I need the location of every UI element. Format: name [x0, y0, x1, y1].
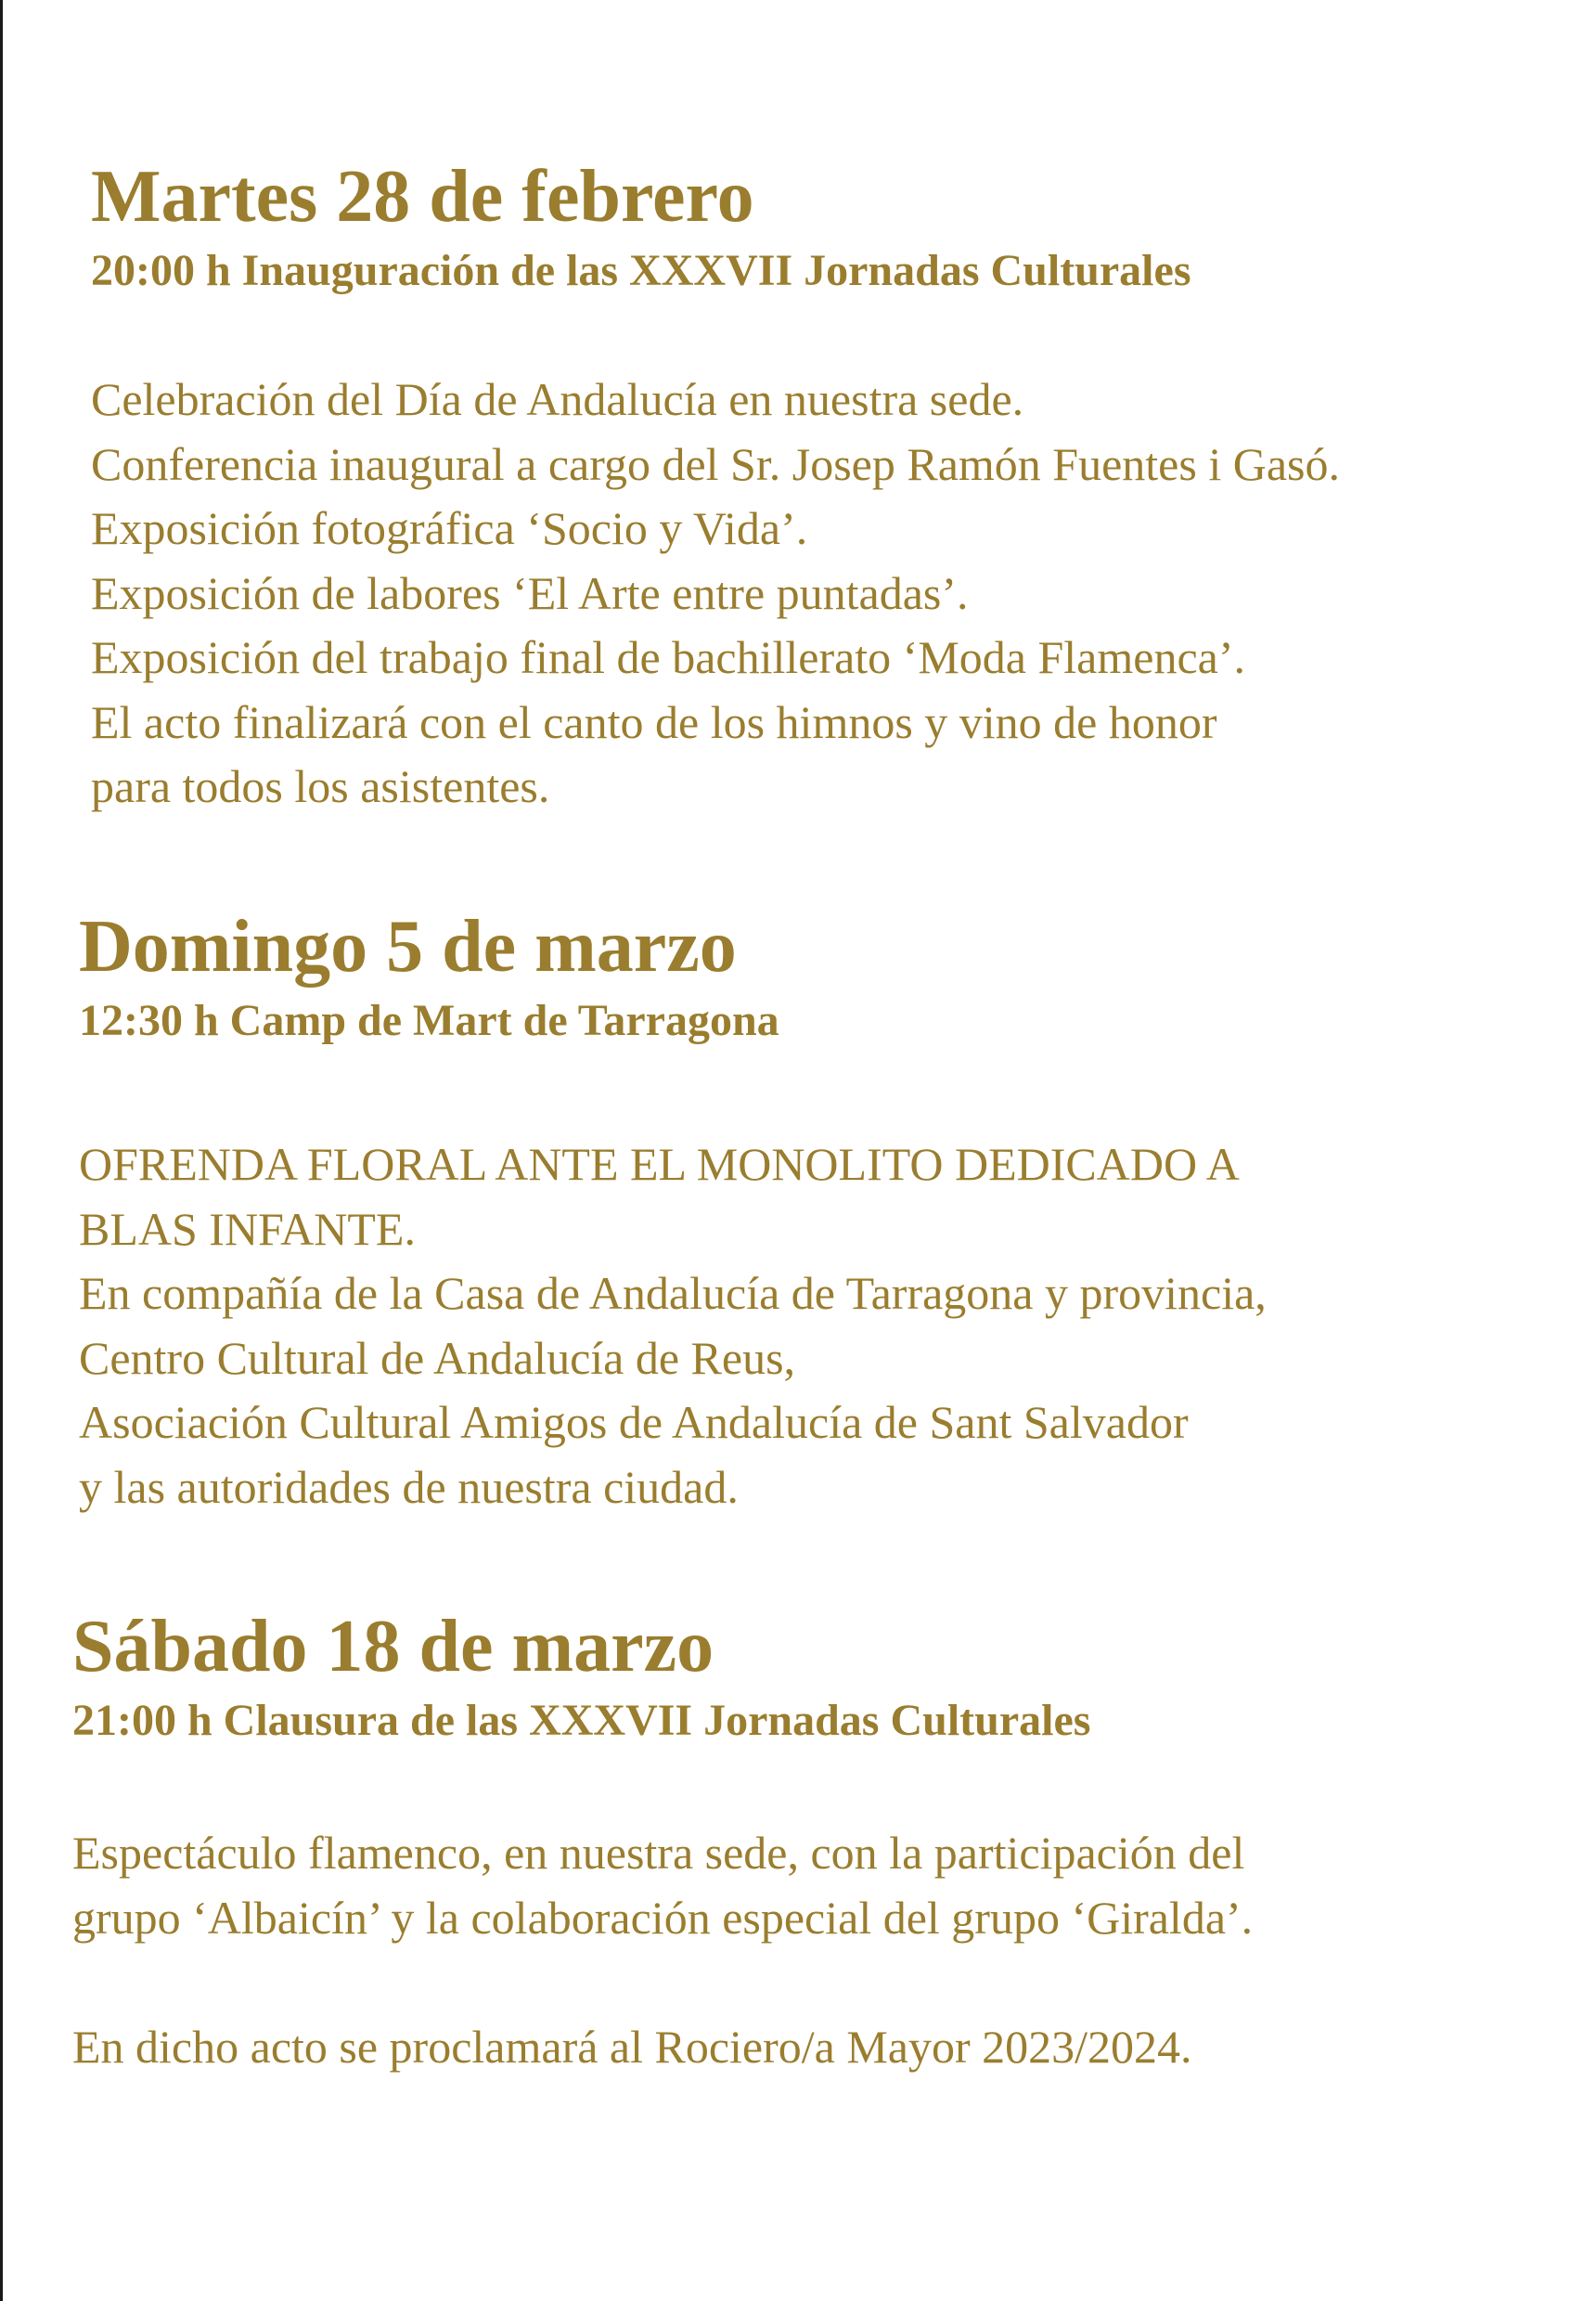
event-time-title: 20:00 h Inauguración de las XXXVII Jornadas Culturales	[91, 246, 1191, 295]
description-line: grupo ‘Albaicín’ y la colaboración especial del grupo ‘Giralda’.	[72, 1891, 1254, 1944]
event-time-title: 12:30 h Camp de Mart de Tarragona	[79, 996, 779, 1045]
description-line: OFRENDA FLORAL ANTE EL MONOLITO DEDICADO A	[79, 1138, 1240, 1190]
description-line: Asociación Cultural Amigos de Andalucía de Sant Salvador	[79, 1396, 1189, 1448]
closing-note: En dicho acto se proclamará al Rociero/a Mayor 2023/2024.	[72, 2020, 1192, 2073]
event-time-title: 21:00 h Clausura de las XXXVII Jornadas Culturales	[72, 1696, 1091, 1745]
description-line: Exposición del trabajo final de bachillerato ‘Moda Flamenca’.	[91, 631, 1245, 683]
event-description	[79, 1132, 1267, 1519]
event-domingo-5-marzo	[79, 906, 1267, 1519]
description-line: BLAS INFANTE.	[79, 1202, 416, 1255]
event-sabado-18-marzo	[72, 1606, 1253, 2079]
description-line: Conferencia inaugural a cargo del Sr. Josep Ramón Fuentes i Gasó.	[91, 437, 1340, 490]
event-description	[72, 1821, 1253, 1950]
description-line: Exposición fotográfica ‘Socio y Vida’.	[91, 502, 808, 554]
event-date-heading: Sábado 18 de marzo	[72, 1606, 714, 1687]
description-line: Celebración del Día de Andalucía en nuestra sede.	[91, 373, 1024, 425]
event-date-heading: Martes 28 de febrero	[91, 156, 754, 238]
description-line: En compañía de la Casa de Andalucía de Tarragona y provincia,	[79, 1267, 1267, 1319]
event-martes-28-febrero	[91, 156, 1340, 820]
description-line: Espectáculo flamenco, en nuestra sede, con la participación del	[72, 1827, 1245, 1879]
description-line: y las autoridades de nuestra ciudad.	[79, 1460, 739, 1513]
description-line: El acto finalizará con el canto de los himnos y vino de honor	[91, 695, 1217, 748]
description-line: Exposición de labores ‘El Arte entre puntadas’.	[91, 566, 969, 619]
page-left-edge	[0, 0, 3, 2301]
description-line: para todos los asistentes.	[91, 760, 550, 812]
event-date-heading: Domingo 5 de marzo	[79, 906, 737, 988]
event-description	[91, 368, 1340, 820]
description-line: Centro Cultural de Andalucía de Reus,	[79, 1331, 796, 1384]
